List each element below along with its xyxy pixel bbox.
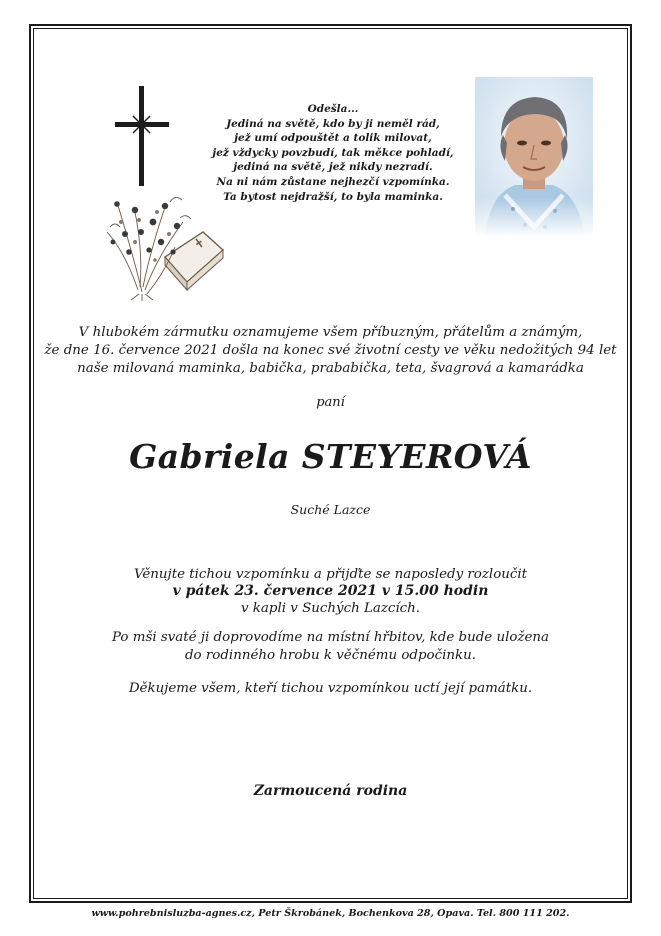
deceased-place: Suché Lazce [290,502,371,517]
poem-line: Ta bytost nejdražší, to byla maminka. [223,190,443,203]
poem-line: jež umí odpouštět a tolik milovat, [234,132,432,145]
poem-line: jež vždycky povzbudí, tak měkce pohladí, [212,146,454,159]
thanks-text: Děkujeme všem, kteří tichou vzpomínkou uctí její památku. [128,681,533,696]
burial-info [0,629,661,664]
announcement-line: V hlubokém zármutku oznamujeme všem příbuzným, přátelům a známým, [78,325,583,340]
book-icon [165,232,223,290]
poem-line: Jediná na světě, kdo by ji neměl rád, [226,117,440,130]
funeral-service [0,566,661,617]
announcement [0,324,661,379]
announcement-line: že dne 16. července 2021 došla na konec své životní cesty ve věku nedožitých 94 let [44,343,617,359]
announcement-line: naše milovaná maminka, babička, prababička, teta, švagrová a kamarádka [77,361,584,377]
poem-line: jediná na světě, jež nikdy nezradí. [233,161,433,174]
poem-line: Odešla... [307,103,359,115]
portrait-photo [475,77,593,237]
footer-contact: www.pohrebnisluzba-agnes.cz, Petr Škrobánek, Bochenkova 28, Opava. Tel. 800 111 202. [91,908,570,919]
service-invitation: Věnujte tichou vzpomínku a přijďte se naposledy rozloučit [133,567,528,582]
burial-line: do rodinného hrobu k věčnému odpočinku. [184,647,477,663]
poem-line: Na ni nám zůstane nejhezčí vzpomínka. [216,175,450,188]
service-datetime: v pátek 23. července 2021 v 15.00 hodin [172,583,489,599]
poem [178,102,488,204]
signature: Zarmoucená rodina [253,783,408,799]
cross-icon [115,86,169,186]
burial-line: Po mši svaté ji doprovodíme na místní hřbitov, kde bude uložena [111,630,550,645]
deceased-name: Gabriela STEYEROVÁ [129,437,532,476]
salutation: paní [316,395,345,410]
service-location: v kapli v Suchých Lazcích. [240,601,421,616]
